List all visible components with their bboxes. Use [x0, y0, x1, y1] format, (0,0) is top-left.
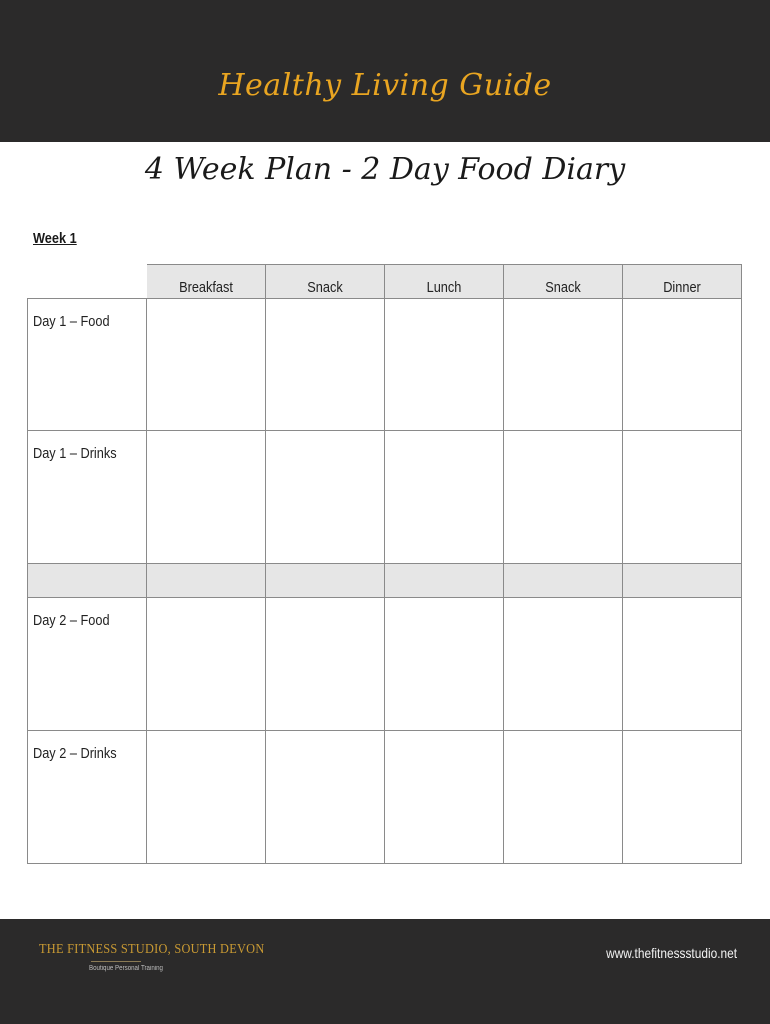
entry-cell[interactable]: [147, 731, 266, 864]
week-label: Week 1: [33, 230, 77, 247]
column-header-snack-2: [504, 264, 623, 299]
guide-title: Healthy Living Guide: [218, 68, 552, 103]
column-header-lunch: [385, 264, 504, 299]
row-label-text: Day 1 – Drinks: [33, 445, 117, 462]
row-label-text: Day 2 – Drinks: [33, 745, 117, 762]
entry-cell[interactable]: [266, 598, 385, 731]
entry-cell[interactable]: [266, 298, 385, 431]
entry-cell[interactable]: [266, 431, 385, 564]
row-label-text: Day 1 – Food: [33, 313, 110, 330]
row-label-day1-drinks: [27, 431, 147, 564]
entry-cell[interactable]: [147, 598, 266, 731]
entry-cell[interactable]: [623, 431, 742, 564]
entry-cell[interactable]: [385, 598, 504, 731]
column-header-dinner: [623, 264, 742, 299]
column-header-snack-1: [266, 264, 385, 299]
column-header-label: Dinner: [663, 279, 701, 296]
separator-cell: [266, 564, 385, 598]
column-header-label: Snack: [545, 279, 581, 296]
separator-cell: [504, 564, 623, 598]
row-label-day2-drinks: [27, 731, 147, 864]
entry-cell[interactable]: [623, 731, 742, 864]
page-title: 4 Week Plan - 2 Day Food Diary: [144, 152, 626, 187]
entry-cell[interactable]: [504, 598, 623, 731]
brand-name: THE FITNESS STUDIO, SOUTH DEVON: [39, 942, 265, 957]
separator-cell: [623, 564, 742, 598]
separator-cell: [385, 564, 504, 598]
column-header-label: Lunch: [426, 279, 462, 296]
row-label-day1-food: [27, 298, 147, 431]
separator-cell: [27, 564, 147, 598]
entry-cell[interactable]: [504, 431, 623, 564]
entry-cell[interactable]: [147, 298, 266, 431]
website-link[interactable]: www.thefitnessstudio.net: [606, 945, 737, 961]
separator-cell: [147, 564, 266, 598]
entry-cell[interactable]: [385, 431, 504, 564]
row-label-text: Day 2 – Food: [33, 612, 110, 629]
entry-cell[interactable]: [266, 731, 385, 864]
entry-cell[interactable]: [504, 731, 623, 864]
entry-cell[interactable]: [385, 731, 504, 864]
entry-cell[interactable]: [623, 298, 742, 431]
row-label-day2-food: [27, 598, 147, 731]
column-header-label: Breakfast: [179, 279, 233, 296]
entry-cell[interactable]: [623, 598, 742, 731]
brand-divider: [91, 961, 141, 962]
entry-cell[interactable]: [385, 298, 504, 431]
entry-cell[interactable]: [504, 298, 623, 431]
entry-cell[interactable]: [147, 431, 266, 564]
column-header-label: Snack: [307, 279, 343, 296]
brand-tagline: Boutique Personal Training: [89, 965, 163, 972]
column-header-breakfast: [147, 264, 266, 299]
